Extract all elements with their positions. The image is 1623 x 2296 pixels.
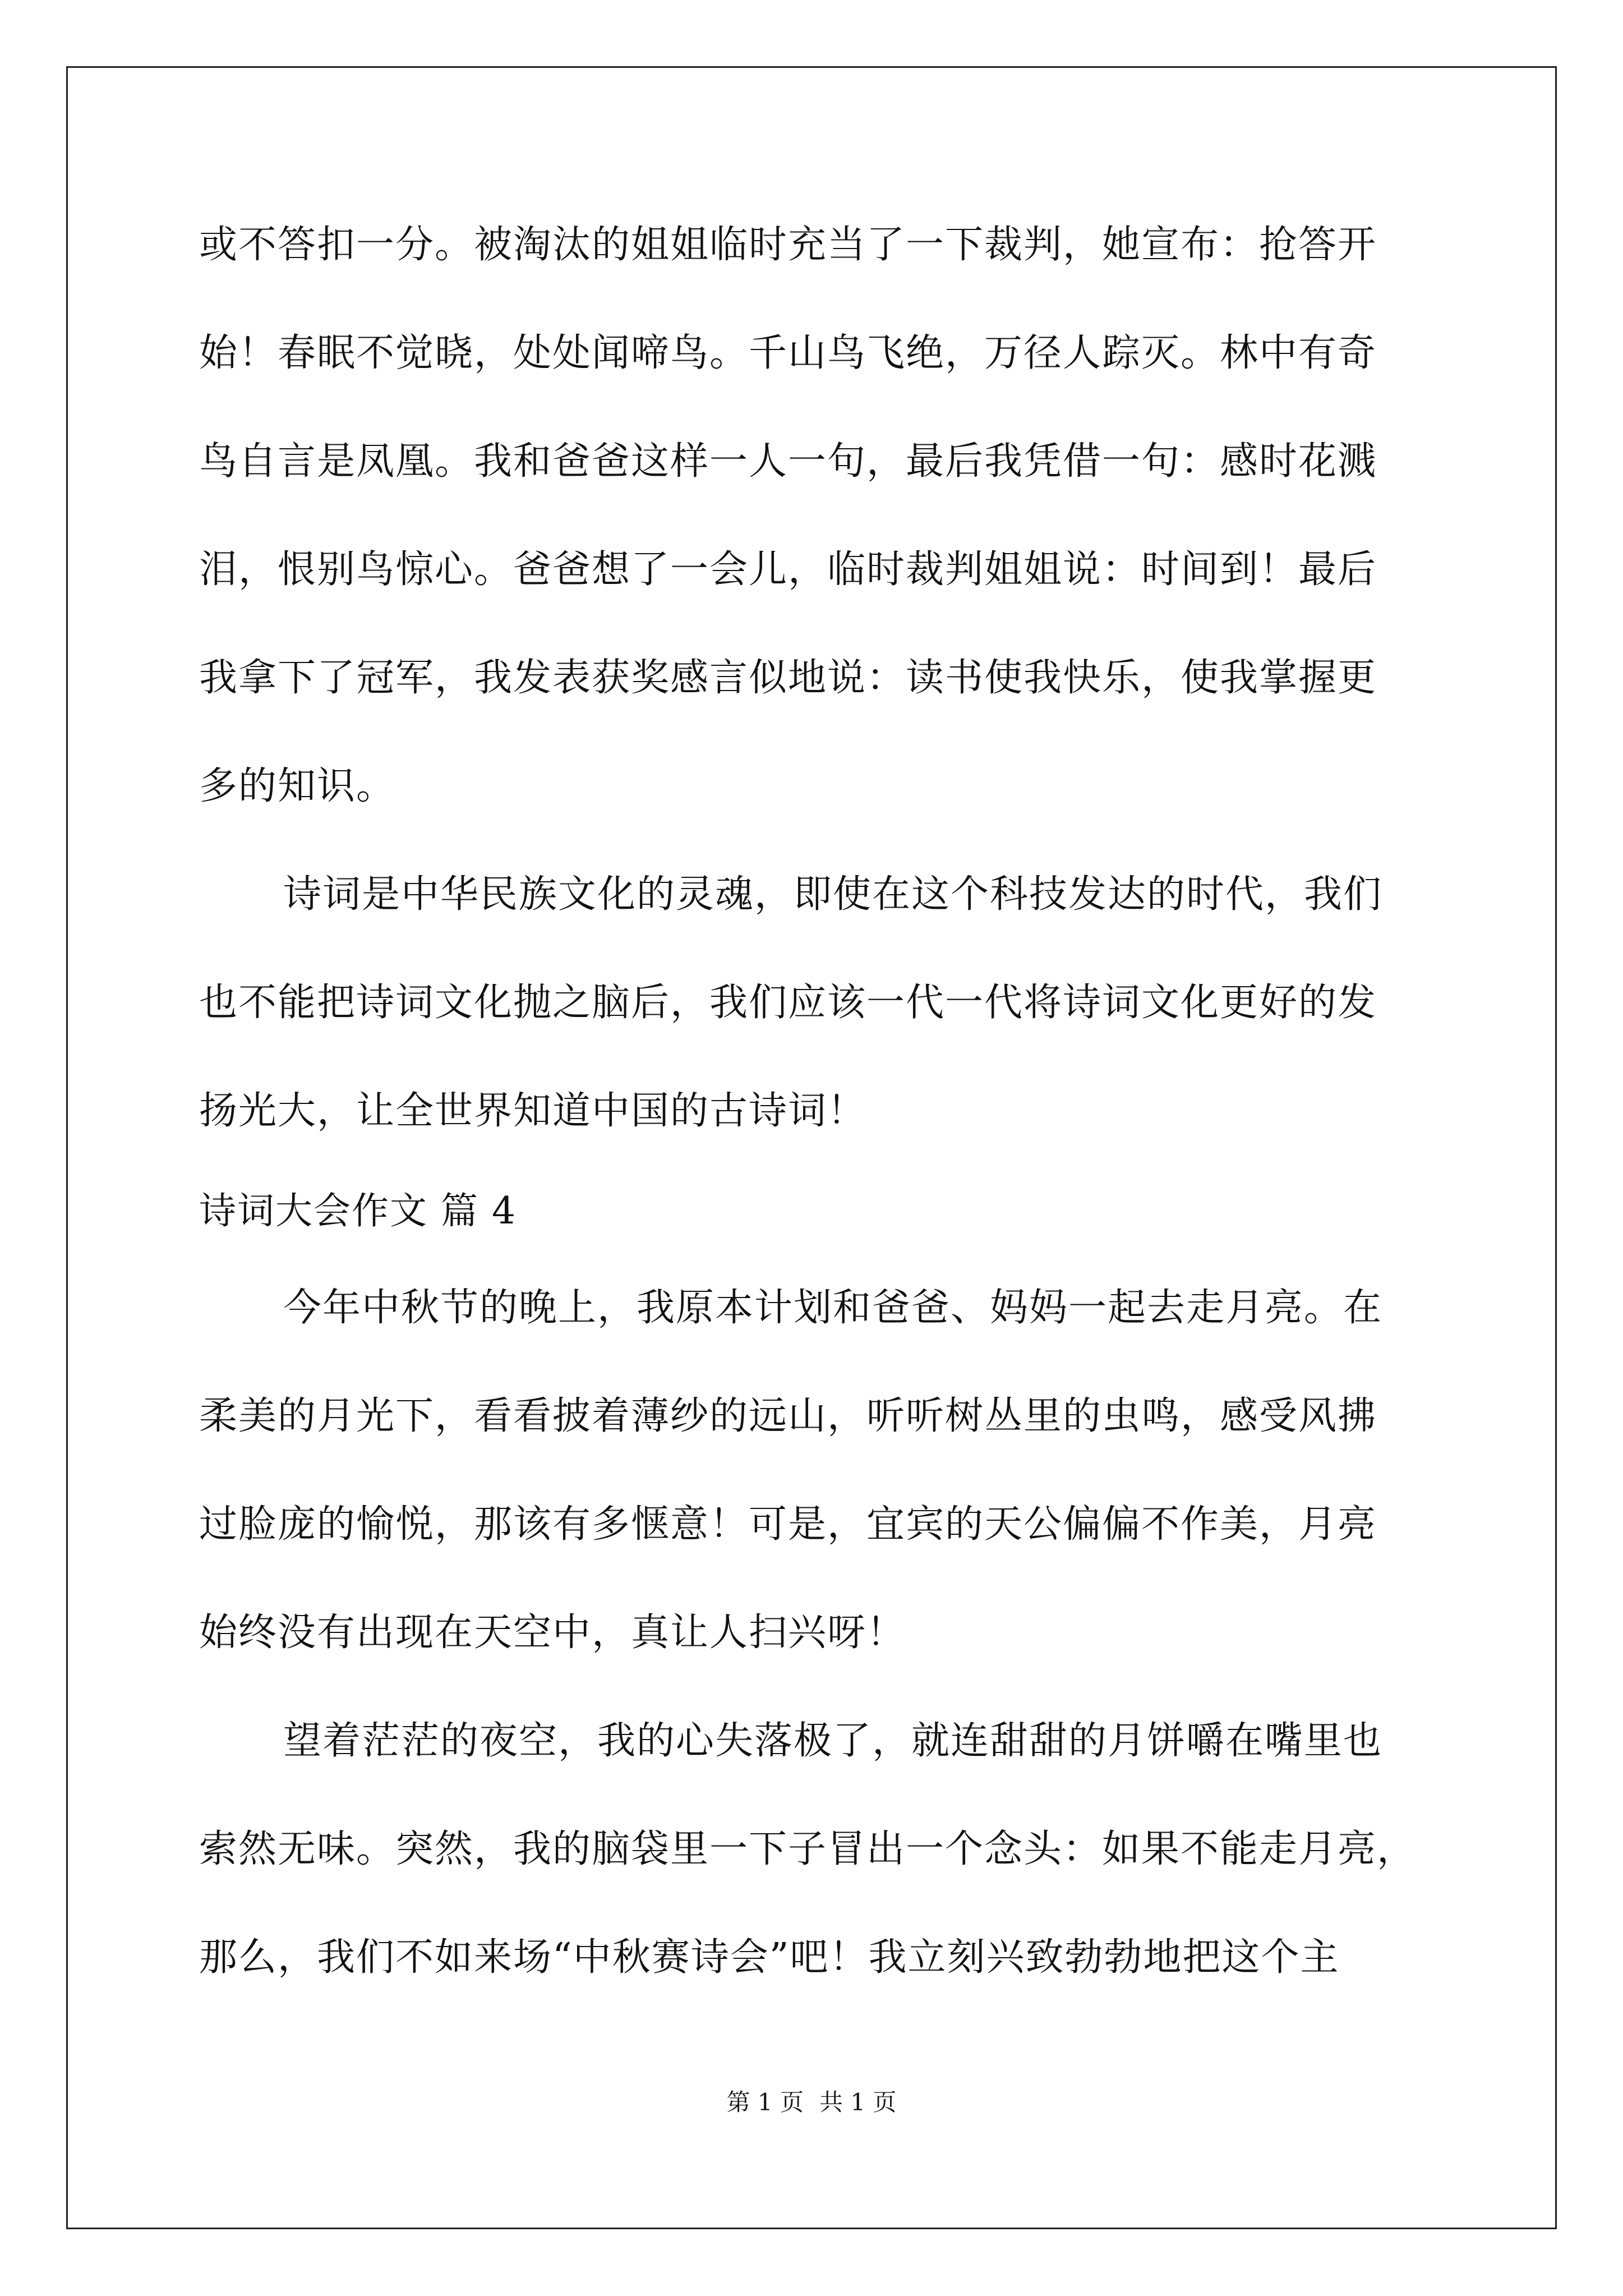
section-heading: 诗词大会作文 篇 4 [199, 1189, 517, 1232]
paragraph-3-line-3: 过脸庞的愉悦，那该有多惬意！可是，宜宾的天公偏偏不作美，月亮 [199, 1502, 1377, 1547]
paragraph-4-line-1: 望着茫茫的夜空，我的心失落极了，就连甜甜的月饼嚼在嘴里也 [283, 1719, 1383, 1763]
paragraph-2-line-2: 也不能把诗词文化抛之脑后，我们应该一代一代将诗词文化更好的发 [199, 981, 1377, 1025]
paragraph-1-line-1: 或不答扣一分。被淘汰的姐姐临时充当了一下裁判，她宣布：抢答开 [199, 223, 1377, 267]
page-border [66, 66, 1557, 2229]
paragraph-1-line-3: 鸟自言是凤凰。我和爸爸这样一人一句，最后我凭借一句：感时花溅 [199, 439, 1377, 484]
paragraph-4-line-3: 那么，我们不如来场“中秋赛诗会”吧！我立刻兴致勃勃地把这个主 [199, 1935, 1340, 1980]
paragraph-1-line-6: 多的知识。 [199, 764, 396, 808]
paragraph-1-line-4: 泪，恨别鸟惊心。爸爸想了一会儿，临时裁判姐姐说：时间到！最后 [199, 547, 1377, 592]
page-total: 共 1 页 [819, 2088, 897, 2116]
paragraph-1-line-2: 始！春眠不觉晓，处处闻啼鸟。千山鸟飞绝，万径人踪灭。林中有奇 [199, 331, 1377, 375]
paragraph-3-line-2: 柔美的月光下，看看披着薄纱的远山，听听树丛里的虫鸣，感受风拂 [199, 1394, 1377, 1438]
paragraph-3-line-1: 今年中秋节的晚上，我原本计划和爸爸、妈妈一起去走月亮。在 [283, 1286, 1383, 1330]
paragraph-1-line-5: 我拿下了冠军，我发表获奖感言似地说：读书使我快乐，使我掌握更 [199, 656, 1377, 700]
page-number: 第 1 页 [726, 2088, 804, 2116]
paragraph-2-line-3: 扬光大，让全世界知道中国的古诗词！ [199, 1089, 867, 1133]
paragraph-3-line-4: 始终没有出现在天空中，真让人扫兴呀！ [199, 1611, 906, 1655]
paragraph-4-line-2: 索然无味。突然，我的脑袋里一下子冒出一个念头：如果不能走月亮， [199, 1827, 1417, 1871]
page-footer [0, 2084, 1623, 2118]
paragraph-2-line-1: 诗词是中华民族文化的灵魂，即使在这个科技发达的时代，我们 [283, 872, 1383, 917]
